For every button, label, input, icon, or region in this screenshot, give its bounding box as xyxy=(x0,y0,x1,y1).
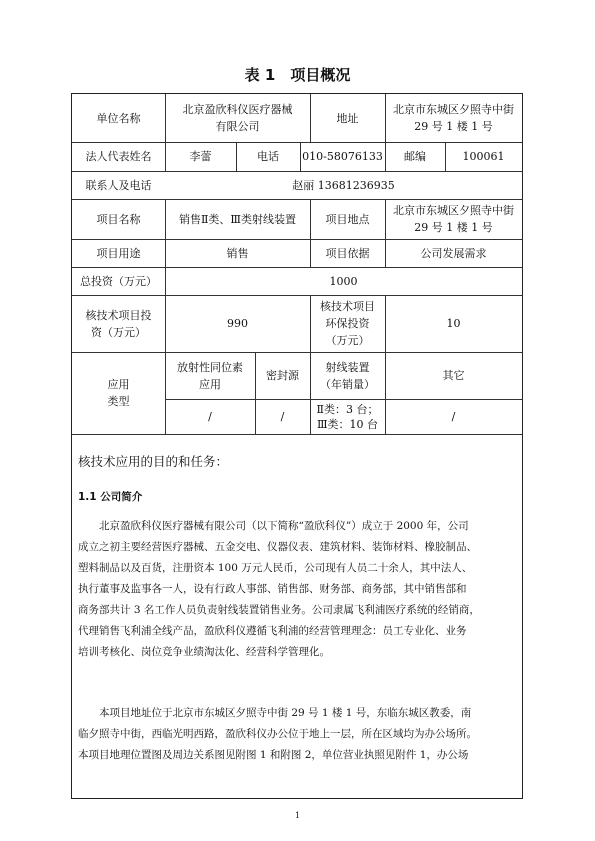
env-invest-value: 10 xyxy=(446,317,461,330)
paragraph-line: 本项目地址位于北京市东城区夕照寺中街 29 号 1 楼 1 号，东临东城区教委，南 xyxy=(99,707,472,719)
project-site-label: 项目地点 xyxy=(325,212,370,226)
project-name-value: 销售Ⅱ类、Ⅲ类射线装置 xyxy=(178,212,297,226)
paragraph-line: 塑料制品以及百货，注册资本 100 万元人民币，公司现有人员二十余人，其中法人、 xyxy=(78,562,473,574)
unit-name-line-2: 有限公司 xyxy=(215,120,260,133)
env-invest-label-line-3: （万元） xyxy=(325,334,370,347)
ray-device-label xyxy=(310,352,385,399)
total-invest-label: 总投资（万元） xyxy=(80,274,157,288)
env-invest-label-line-2: 环保投资 xyxy=(325,317,370,330)
page-number: 1 xyxy=(294,811,301,820)
app-type-label xyxy=(72,352,165,434)
postcode-value: 100061 xyxy=(462,150,505,163)
basis-label: 项目依据 xyxy=(325,246,370,260)
env-invest-label xyxy=(310,295,385,352)
paragraph-line: 培训考核化、岗位竞争业绩淘汰化、经营科学管理化。 xyxy=(78,646,330,658)
app-type-label-line-2: 类型 xyxy=(107,395,130,408)
phone-label: 电话 xyxy=(257,150,279,163)
contact-value: 赵丽 13681236935 xyxy=(292,178,395,192)
table-title: 表 1 项目概况 xyxy=(244,66,351,84)
env-invest-label-line-1: 核技术项目 xyxy=(320,300,375,313)
paragraph-line: 执行董事及监事各一人，设有行政人事部、销售部、财务部、商务部，其中销售部和 xyxy=(78,583,467,595)
address-line-2: 29 号 1 楼 1 号 xyxy=(414,120,493,133)
legal-rep-label: 法人代表姓名 xyxy=(85,150,152,163)
address-label: 地址 xyxy=(336,111,359,125)
unit-name-label: 单位名称 xyxy=(96,111,141,125)
project-site-line-1: 北京市东城区夕照寺中街 xyxy=(393,204,514,217)
paragraph-line: 代理销售飞利浦全线产品，盈欣科仪遵循飞利浦的经营管理理念：员工专业化、业务 xyxy=(78,625,467,637)
project-overview-table xyxy=(71,93,523,799)
ray-device-value xyxy=(310,399,385,434)
subsection-title: 1.1 公司简介 xyxy=(78,491,143,503)
ray-device-label-line-2: （年销量） xyxy=(320,377,375,391)
section-title: 核技术应用的目的和任务： xyxy=(78,454,229,469)
total-invest-value: 1000 xyxy=(329,274,358,288)
legal-rep-value: 李蕾 xyxy=(189,150,212,163)
contact-label: 联系人及电话 xyxy=(85,178,152,192)
purpose-label: 项目用途 xyxy=(96,246,141,260)
isotope-label-line-1: 放射性同位素 xyxy=(177,360,243,374)
unit-name-line-1: 北京盈欣科仪医疗器械 xyxy=(182,103,293,116)
nuclear-invest-label-line-1: 核技术项目投 xyxy=(85,308,152,322)
sealed-source-label: 密封源 xyxy=(266,369,299,382)
project-location-paragraph xyxy=(78,703,518,766)
sealed-source-value: / xyxy=(280,410,285,423)
paragraph-line: 成立之初主要经营医疗器械、五金交电、仪器仪表、建筑材料、装饰材料、橡胶制品、 xyxy=(78,541,477,553)
isotope-value: / xyxy=(208,410,212,423)
purpose-value: 销售 xyxy=(226,246,249,260)
phone-value: 010-58076133 xyxy=(302,150,383,163)
project-site-value xyxy=(385,199,522,239)
ray-device-value-line-2: Ⅲ类：10 台 xyxy=(316,417,379,431)
isotope-label xyxy=(165,352,255,399)
paragraph-line: 北京盈欣科仪医疗器械有限公司（以下简称“盈欣科仪”）成立于 2000 年，公司 xyxy=(99,520,469,532)
ray-device-label-line-1: 射线装置 xyxy=(325,360,370,374)
isotope-label-line-2: 应用 xyxy=(199,377,221,391)
nuclear-invest-value: 990 xyxy=(227,317,248,330)
other-label: 其它 xyxy=(442,369,465,382)
project-site-line-2: 29 号 1 楼 1 号 xyxy=(414,221,493,234)
paragraph-line: 临夕照寺中街，西临光明西路，盈欣科仪办公位于地上一层，所在区域均为办公场所。 xyxy=(78,728,477,740)
company-intro-paragraph xyxy=(78,516,518,663)
app-type-label-line-1: 应用 xyxy=(107,378,130,391)
paragraph-line: 本项目地理位置图及周边关系图见附图 1 和附图 2，单位营业执照见附件 1，办公场 xyxy=(78,749,469,761)
paragraph-line: 商务部共计 3 名工作人员负责射线装置销售业务。公司隶属飞利浦医疗系统的经销商， xyxy=(78,604,480,616)
postcode-label: 邮编 xyxy=(404,150,426,163)
basis-value: 公司发展需求 xyxy=(420,246,487,260)
project-name-label: 项目名称 xyxy=(96,212,141,226)
nuclear-invest-label xyxy=(72,295,165,352)
nuclear-invest-label-line-2: 资（万元） xyxy=(91,325,146,339)
other-value: / xyxy=(451,410,456,423)
address-value xyxy=(385,94,522,142)
address-line-1: 北京市东城区夕照寺中街 xyxy=(393,103,514,116)
unit-name-value xyxy=(165,94,310,142)
ray-device-value-line-1: Ⅱ类：3 台； xyxy=(316,402,379,416)
